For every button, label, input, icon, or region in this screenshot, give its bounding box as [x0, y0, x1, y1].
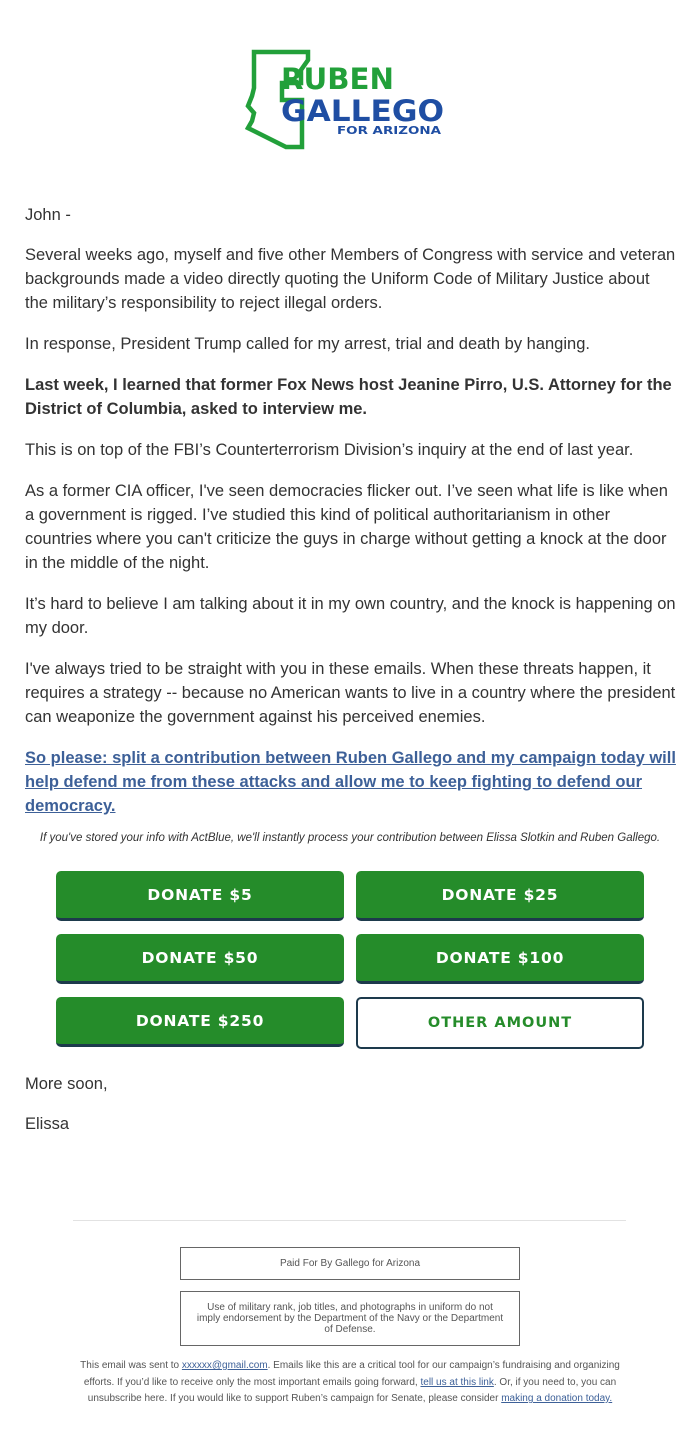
- logo-line1: RUBEN: [281, 62, 394, 96]
- sent-after: . Or, if you need to, you can unsubscribe here. If you would like to support Ruben’s campaign for Senate, please consider: [87, 1376, 617, 1404]
- greeting: John -: [25, 206, 71, 224]
- paid-for-box: [180, 1247, 520, 1280]
- logo-line2: GALLEGO: [281, 94, 444, 128]
- donate-5-button[interactable]: DONATE $5: [56, 871, 344, 921]
- disclaimer-text: Use of military rank, job titles, and photographs in uniform do not imply endorsement by the Department of the Navy or the Department of Defense.: [196, 1302, 504, 1335]
- make-donation-link[interactable]: making a donation today.: [501, 1393, 613, 1404]
- disclaimer-box: [180, 1291, 520, 1346]
- footer-text: [75, 1358, 625, 1408]
- donate-250-button[interactable]: DONATE $250: [56, 997, 344, 1047]
- tell-us-link[interactable]: tell us at this link: [420, 1376, 494, 1388]
- closing-text: More soon,: [25, 1075, 108, 1093]
- campaign-logo[interactable]: [244, 48, 448, 152]
- paragraph-6: It’s hard to believe I am talking about it in my own country, and the knock is happening on my door.: [25, 595, 676, 637]
- donate-100-button[interactable]: DONATE $100: [356, 934, 644, 984]
- email-body: [25, 203, 677, 835]
- paragraph-3-bold: Last week, I learned that former Fox News host Jeanine Pirro, U.S. Attorney for the District of Columbia, asked to interview me.: [25, 376, 672, 418]
- actblue-note: If you've stored your info with ActBlue, we'll instantly process your contribution between Elissa Slotkin and Ruben Gallego.: [39, 832, 661, 844]
- footer-divider: [73, 1220, 626, 1221]
- sent-mid: . Emails like this are a critical tool for our campaign’s fundraising and organizing efforts. If you’d like to receive only the most important emails going forward,: [83, 1360, 620, 1388]
- other-amount-button[interactable]: OTHER AMOUNT: [356, 997, 644, 1049]
- contribution-cta-link[interactable]: So please: split a contribution between Ruben Gallego and my campaign today will help defend me from these attacks and allow me to keep fighting to defend our democracy.: [25, 749, 676, 815]
- paragraph-1: Several weeks ago, myself and five other Members of Congress with service and veteran backgrounds made a video directly quoting the Uniform Code of Military Justice about the military’s responsibility to reject illegal orders.: [25, 246, 676, 312]
- paragraph-5: As a former CIA officer, I've seen democracies flicker out. I’ve seen what life is like when a government is rigged. I’ve studied this kind of political authoritarianism in other countries where you can't criticize the guys in charge without getting a knock at the door in the middle of the night.: [25, 482, 668, 572]
- paid-for-text: Paid For By Gallego for Arizona: [279, 1258, 421, 1269]
- logo-line3: FOR ARIZONA: [337, 125, 443, 137]
- donate-25-button[interactable]: DONATE $25: [356, 871, 644, 921]
- donate-50-button[interactable]: DONATE $50: [56, 934, 344, 984]
- recipient-email-link[interactable]: xxxxxx@gmail.com: [181, 1360, 268, 1371]
- paragraph-2: In response, President Trump called for my arrest, trial and death by hanging.: [25, 335, 590, 353]
- paragraph-4: This is on top of the FBI’s Counterterrorism Division’s inquiry at the end of last year.: [25, 441, 634, 459]
- sent-prefix: This email was sent to: [80, 1360, 182, 1371]
- signature-name: Elissa: [25, 1115, 70, 1133]
- paragraph-7: I've always tried to be straight with you in these emails. When these threats happen, it requires a strategy -- because no American wants to live in a country where the president can weaponize the government against his perceived enemies.: [25, 660, 676, 726]
